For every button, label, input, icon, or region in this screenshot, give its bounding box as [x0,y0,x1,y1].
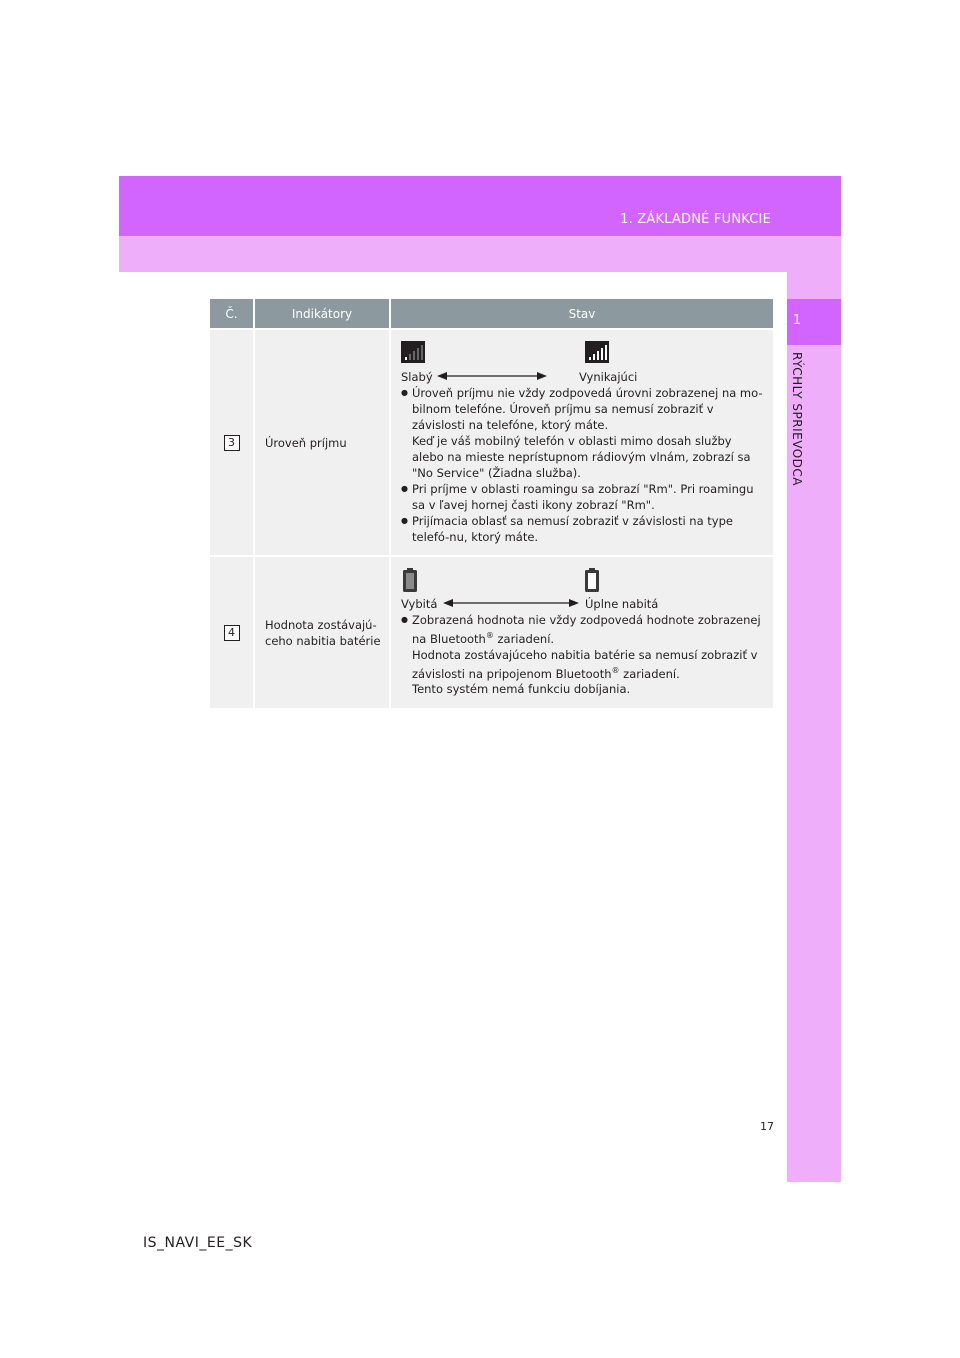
battery-full-icon [585,568,599,592]
notes-list [401,385,763,545]
note-text: Hodnota zostávajúceho nabitia batérie sa nemusí zobraziť v závislosti na pripojenom Bluetooth [412,647,758,681]
header-band [119,176,841,236]
table-header-row [210,299,773,329]
row-number: 4 [224,625,240,641]
indicator-cell [254,329,390,556]
full-label: Úplne nabitá [585,596,659,611]
note-text: Úroveň príjmu nie vždy zodpovedá úrovni zobrazenej na mo-bilnom telefóne. Úroveň príjmu sa nemusí zobraziť v závislosti na telefóne, ktorý máte. [412,385,763,432]
range-arrow-icon [437,371,547,381]
table-row [210,329,773,556]
excellent-label: Vynikajúci [579,369,638,384]
note-text: Tento systém nemá funkciu dobíjania. [412,682,631,697]
battery-empty-icon [403,568,417,592]
section-title: 1. ZÁKLADNÉ FUNKCIE [620,212,771,227]
row-number-cell [210,329,254,556]
indicator-cell [254,556,390,708]
indicator-name: Úroveň príjmu [265,435,347,450]
row-number-cell [210,556,254,708]
battery-scale [401,568,763,612]
state-cell [390,329,773,556]
registered-mark: ® [611,665,620,675]
chapter-label: RÝCHLY SPRIEVODCA [790,352,804,486]
signal-weak-icon [401,341,425,363]
registered-mark: ® [485,630,494,640]
state-cell [390,556,773,708]
chapter-number: 1 [792,313,802,328]
indicator-name [255,617,389,649]
page-number: 17 [760,1120,774,1133]
range-arrow-icon [443,598,579,608]
note-text: Keď je váš mobilný telefón v oblasti mimo dosah služby alebo na mieste neprístupnom rádiovým vlnám, zobrazí sa "No Service" (Žiadna služba). [412,433,751,480]
note-text: Zobrazená hodnota nie vždy zodpovedá hodnote zobrazenej na Bluetooth [412,612,761,646]
row-number: 3 [224,435,240,451]
note-text: zariadení. [493,631,555,646]
list-item [401,385,763,481]
indicator-table [210,299,773,708]
document-code: IS_NAVI_EE_SK [143,1235,253,1251]
empty-label: Vybitá [401,596,438,611]
list-item: ● Pri príjme v oblasti roamingu sa zobrazí "Rm". Pri roamingu sa v ľavej hornej časti ikony zobrazí "Rm". [401,481,763,513]
notes-list [401,612,763,698]
header-indicator: Indikátory [254,299,390,329]
indicator-name-line: ceho nabitia batérie [265,633,381,648]
list-item [401,612,763,698]
header-no: Č. [210,299,254,329]
indicator-name-line: Hodnota zostávajú- [265,617,377,632]
header-subband [119,236,841,272]
header-state: Stav [390,299,773,329]
weak-label: Slabý [401,369,433,384]
signal-excellent-icon [585,341,609,363]
list-item: ● Prijímacia oblasť sa nemusí zobraziť v závislosti na type telefó-nu, ktorý máte. [401,513,763,545]
signal-scale [401,341,763,385]
note-text: zariadení. [619,666,680,681]
table-row [210,556,773,708]
